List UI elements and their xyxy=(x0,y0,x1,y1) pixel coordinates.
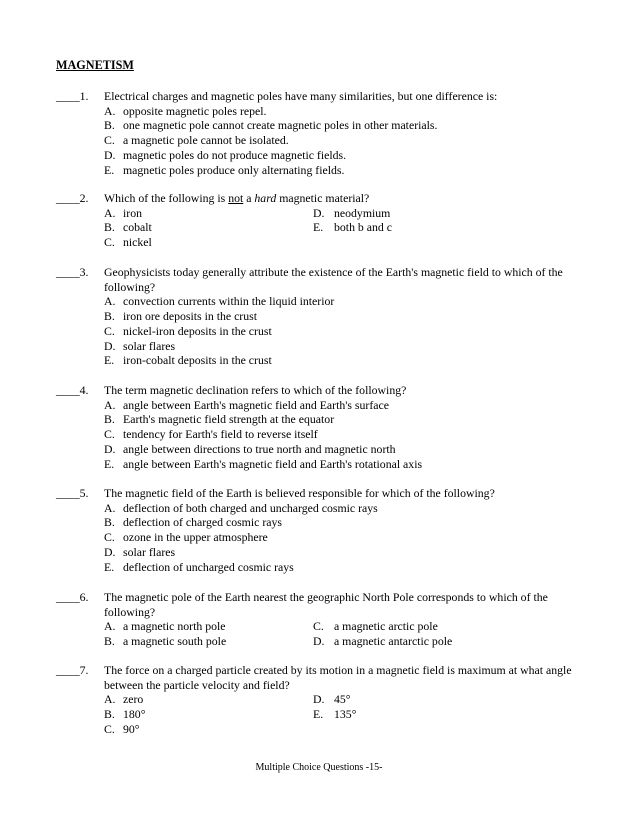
choice-row-3: C. 90° xyxy=(104,721,140,736)
choice-e: E. deflection of uncharged cosmic rays xyxy=(104,559,294,574)
answer-blank: ____7. xyxy=(56,663,89,677)
question-3 xyxy=(0,265,638,368)
choice-row-1: A. iron D. neodymium xyxy=(104,205,391,220)
choice-row-2: B. 180° E. 135° xyxy=(104,706,357,721)
question-text: The force on a charged particle created by its motion in a magnetic field is maximum at what angle between the particle velocity and field? xyxy=(104,663,572,692)
question-text: The term magnetic declination refers to which of the following? xyxy=(104,383,407,397)
answer-blank: ____4. xyxy=(56,383,89,397)
choice-row-1: A. zero D. 45° xyxy=(104,692,351,707)
choice-row-1: A. a magnetic north pole C. a magnetic arctic pole xyxy=(104,619,438,634)
choice-d: D. magnetic poles do not produce magnetic fields. xyxy=(104,147,347,162)
question-text: The magnetic pole of the Earth nearest the geographic North Pole corresponds to which of the following? xyxy=(104,590,548,619)
choice-a: A. convection currents within the liquid interior xyxy=(104,294,335,309)
question-text: Which of the following is not a hard magnetic material? xyxy=(104,191,370,205)
choice-b: B. iron ore deposits in the crust xyxy=(104,308,257,323)
question-text: Electrical charges and magnetic poles have many similarities, but one difference is: xyxy=(104,89,498,103)
choice-row-3: C. nickel xyxy=(104,235,152,250)
question-7 xyxy=(0,663,638,737)
question-2 xyxy=(0,191,638,250)
choice-a: A. deflection of both charged and uncharged cosmic rays xyxy=(104,500,378,515)
choice-row-2: B. cobalt E. both b and c xyxy=(104,220,392,235)
choice-d: D. solar flares xyxy=(104,338,176,353)
question-6 xyxy=(0,590,638,649)
answer-blank: ____1. xyxy=(56,89,89,103)
emphasis-not: not xyxy=(228,191,244,205)
answer-blank: ____2. xyxy=(56,191,89,205)
choice-a: A. opposite magnetic poles repel. xyxy=(104,103,267,118)
answer-blank: ____5. xyxy=(56,486,89,500)
page-title: MAGNETISM xyxy=(56,58,134,72)
choice-row-2: B. a magnetic south pole D. a magnetic antarctic pole xyxy=(104,633,453,648)
choice-d: D. angle between directions to true north and magnetic north xyxy=(104,441,396,456)
choice-e: E. magnetic poles produce only alternating fields. xyxy=(104,162,345,177)
question-1 xyxy=(0,89,638,178)
choice-e: E. iron-cobalt deposits in the crust xyxy=(104,353,272,368)
choice-b: B. one magnetic pole cannot create magnetic poles in other materials. xyxy=(104,118,438,133)
answer-blank: ____6. xyxy=(56,590,89,604)
choice-a: A. angle between Earth's magnetic field and Earth's surface xyxy=(104,397,389,412)
question-text: Geophysicists today generally attribute the existence of the Earth's magnetic field to which of the following? xyxy=(104,265,563,294)
emphasis-hard: hard xyxy=(254,191,277,205)
question-5 xyxy=(0,486,638,575)
choice-c: C. nickel-iron deposits in the crust xyxy=(104,323,272,338)
choice-b: B. Earth's magnetic field strength at the equator xyxy=(104,412,335,427)
choice-c: C. tendency for Earth's field to reverse itself xyxy=(104,427,318,442)
choice-c: C. ozone in the upper atmosphere xyxy=(104,530,268,545)
choice-e: E. angle between Earth's magnetic field and Earth's rotational axis xyxy=(104,456,423,471)
choice-c: C. a magnetic pole cannot be isolated. xyxy=(104,133,289,148)
question-text: The magnetic field of the Earth is believed responsible for which of the following? xyxy=(104,486,495,500)
choice-d: D. solar flares xyxy=(104,544,176,559)
answer-blank: ____3. xyxy=(56,265,89,279)
question-4 xyxy=(0,383,638,472)
page-footer: Multiple Choice Questions -15- xyxy=(255,762,383,773)
choice-b: B. deflection of charged cosmic rays xyxy=(104,515,282,530)
